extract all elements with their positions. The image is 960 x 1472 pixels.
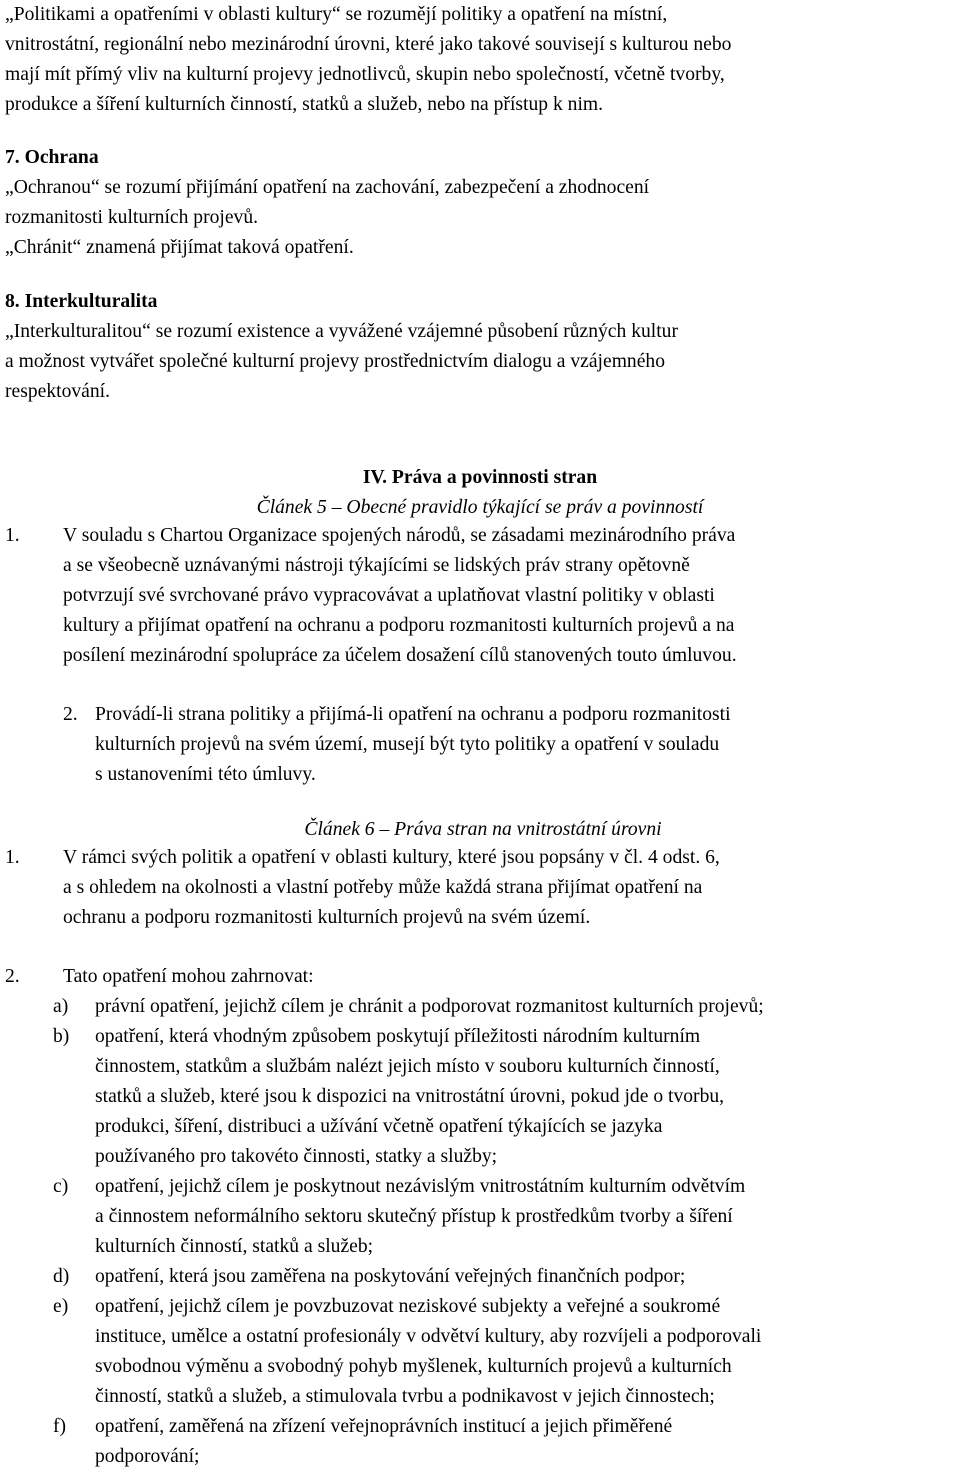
article-title: Článek 5 – Obecné pravidlo týkající se práv a povinností [256,497,704,518]
text-line: a možnost vytvářet společné kulturní projevy prostřednictvím dialogu a vzájemného [5,351,666,372]
list-letter: f) [53,1416,67,1437]
text-line: potvrzují své svrchované právo vypracovávat a uplatňovat vlastní politiky v oblasti [63,585,715,606]
text-line: kultury a přijímat opatření na ochranu a podporu rozmanitosti kulturních projevů a na [63,615,735,636]
list-item [5,1412,960,1472]
text-line: činnostem, statkům a službám nalézt jejich místo v souboru kulturních činností, [95,1056,720,1077]
text-line: používaného pro takovéto činnosti, statky a služby; [95,1146,498,1167]
text-line: a činnostem neformálního sektoru skutečný přístup k prostředkům tvorby a šíření [95,1206,733,1227]
text-line: opatření, která jsou zaměřena na poskytování veřejných finančních podpor; [95,1266,686,1287]
article-5-body [5,521,955,790]
section-interculturality [5,287,955,407]
text-line: Provádí-li strana politiky a přijímá-li opatření na ochranu a podporu rozmanitosti [95,704,731,725]
text-line: produkce a šíření kulturních činností, statků a služeb, nebo na přístup k nim. [5,94,604,115]
text-line: svobodnou výměnu a svobodný pohyb myšlenek, kulturních projevů a kulturních [95,1356,732,1377]
list-letter: a) [53,996,69,1017]
text-line: „Interkulturalitou“ se rozumí existence a vyvážené vzájemné působení různých kultur [5,321,678,342]
paragraph-number: 1. [5,525,20,546]
intro-paragraph [5,0,955,120]
text-line: opatření, jejichž cílem je poskytnout nezávislým vnitrostátním kulturním odvětvím [95,1176,746,1197]
text-line: instituce, umělce a ostatní profesionály v odvětví kultury, aby rozvíjeli a podporovali [95,1326,762,1347]
text-line: statků a služeb, které jsou k dispozici na vnitrostátní úrovni, pokud jde o tvorbu, [95,1086,725,1107]
text-line: ochranu a podporu rozmanitosti kulturních projevů na svém území. [63,907,591,928]
text-line: „Politikami a opatřeními v oblasti kultury“ se rozumějí politiky a opatření na místní, [5,4,668,25]
text-line: a se všeobecně uznávanými nástroji týkajícími se lidských práv strany opětovně [63,555,690,576]
text-line: vnitrostátní, regionální nebo mezinárodní úrovni, které jako takové souvisejí s kulturou nebo [5,34,732,55]
text-line: respektování. [5,381,111,402]
list-letter: b) [53,1026,70,1047]
section-heading: 7. Ochrana [5,147,99,168]
numbered-paragraph [5,843,960,933]
text-line: „Chránit“ znamená přijímat taková opatření. [5,237,354,258]
list-item [5,992,960,1022]
list-item [5,1262,960,1292]
paragraph-number: 1. [5,847,20,868]
list-item [5,1292,960,1412]
section-heading: 8. Interkulturalita [5,291,158,312]
text-line: opatření, jejichž cílem je povzbuzovat neziskové subjekty a veřejné a soukromé [95,1296,721,1317]
text-line: V rámci svých politik a opatření v oblasti kultury, které jsou popsány v čl. 4 odst. 6, [63,847,720,868]
text-line: rozmanitosti kulturních projevů. [5,207,259,228]
numbered-paragraph [5,521,955,671]
text-line: a s ohledem na okolnosti a vlastní potřeby může každá strana přijímat opatření na [63,877,703,898]
paragraph-number: 2. [5,966,20,987]
text-line: podporování; [95,1446,200,1467]
list-letter: e) [53,1296,69,1317]
text-line: V souladu s Chartou Organizace spojených národů, se zásadami mezinárodního práva [63,525,736,546]
text-line: právní opatření, jejichž cílem je chránit a podporovat rozmanitost kulturních projevů; [95,996,764,1017]
article-title: Článek 6 – Práva stran na vnitrostátní úrovni [304,819,662,840]
text-line: mají mít přímý vliv na kulturní projevy jednotlivců, skupin nebo společností, včetně tvorby, [5,64,725,85]
numbered-paragraph [5,962,960,992]
text-line: opatření, která vhodným způsobem poskytují příležitosti národním kulturním [95,1026,701,1047]
list-letter: d) [53,1266,70,1287]
text-line: činností, statků a služeb, a stimulovala tvrbu a podnikavost v jejich činnostech; [95,1386,715,1407]
article-6-body [5,843,960,1472]
text-line: s ustanoveními této úmluvy. [95,764,316,785]
part-title: IV. Práva a povinnosti stran [362,467,598,488]
numbered-paragraph [5,700,955,790]
list-item [5,1022,960,1172]
list-letter: c) [53,1176,69,1197]
text-line: Tato opatření mohou zahrnovat: [63,966,314,987]
section-protection [5,143,955,263]
text-line: kulturních činností, statků a služeb; [95,1236,374,1257]
text-line: „Ochranou“ se rozumí přijímání opatření na zachování, zabezpečení a zhodnocení [5,177,650,198]
paragraph-number: 2. [63,704,78,725]
text-line: produkci, šíření, distribuci a užívání včetně opatření týkajících se jazyka [95,1116,663,1137]
text-line: opatření, zaměřená na zřízení veřejnoprávních institucí a jejich přiměřené [95,1416,673,1437]
text-line: posílení mezinárodní spolupráce za účelem dosažení cílů stanovených touto úmluvou. [63,645,737,666]
list-item [5,1172,960,1262]
part-heading [0,463,960,523]
text-line: kulturních projevů na svém území, musejí být tyto politiky a opatření v souladu [95,734,720,755]
